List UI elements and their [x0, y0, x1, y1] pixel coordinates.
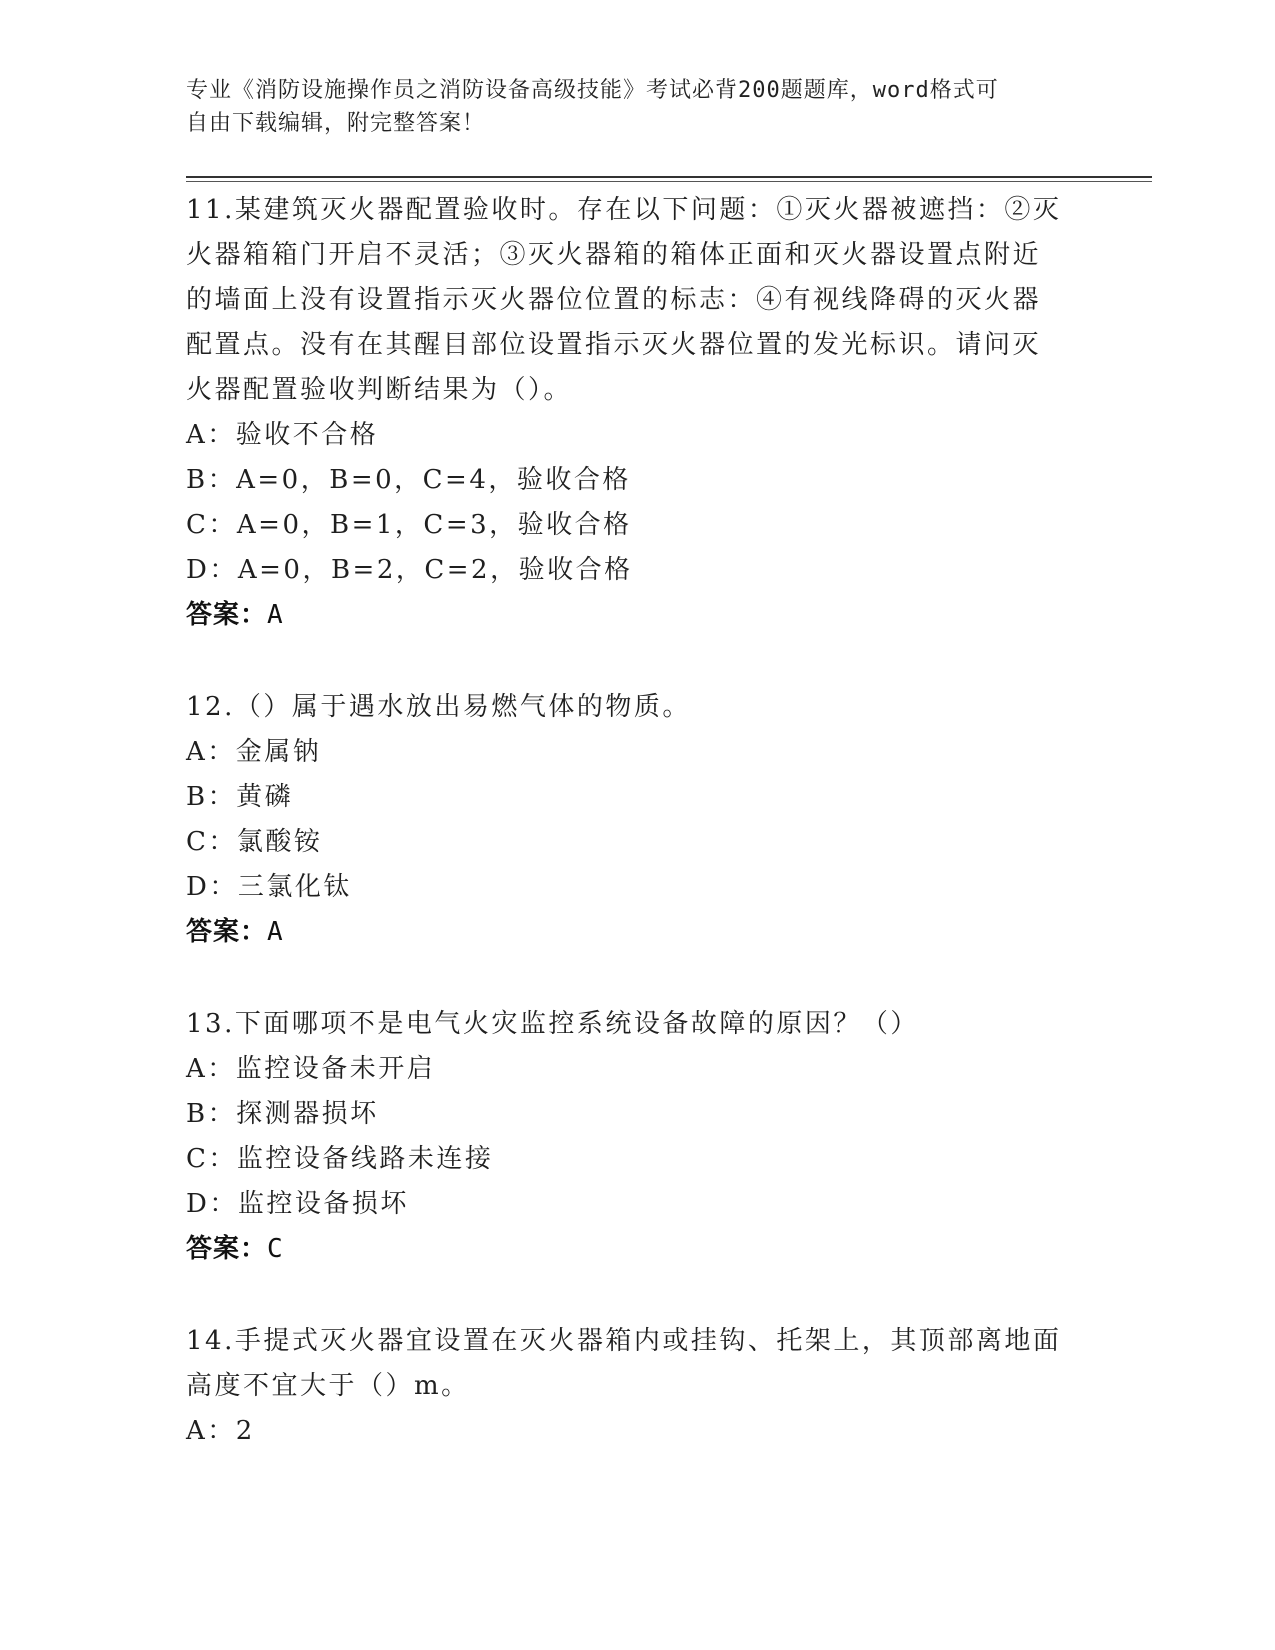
option-c: C：氯酸铵	[186, 827, 323, 857]
question-14	[186, 1319, 1066, 1454]
question-stem-line: 13.下面哪项不是电气火灾监控系统设备故障的原因？（）	[186, 1009, 919, 1039]
option-a: A：2	[186, 1416, 255, 1446]
option-d: D：三氯化钛	[186, 872, 352, 902]
option-d: D：A=0，B=2，C=2，验收合格	[186, 555, 633, 585]
option-c: C：A=0，B=1，C=3，验收合格	[186, 510, 632, 540]
option-b: B：探测器损坏	[186, 1099, 379, 1129]
answer-line	[186, 593, 1066, 638]
document-header	[186, 74, 1066, 140]
option-a: A：金属钠	[186, 737, 322, 767]
option-c: C：监控设备线路未连接	[186, 1144, 494, 1174]
question-11	[186, 188, 1066, 638]
question-stem-line: 高度不宜大于（）m。	[186, 1371, 470, 1401]
question-list	[186, 188, 1066, 1501]
answer-label: 答案：	[186, 917, 268, 947]
question-stem-line: 火器配置验收判断结果为（）。	[186, 375, 573, 405]
header-divider-thin	[186, 181, 1152, 182]
answer-line	[186, 1227, 1066, 1272]
option-d: D：监控设备损坏	[186, 1189, 409, 1219]
answer-value: A	[267, 917, 284, 947]
question-stem-line: 11.某建筑灭火器配置验收时。存在以下问题：①灭火器被遮挡：②灭	[186, 195, 1062, 225]
answer-label: 答案：	[186, 1234, 268, 1264]
header-divider-thick	[186, 176, 1152, 178]
answer-label: 答案：	[186, 600, 268, 630]
answer-value: A	[267, 600, 284, 630]
option-a: A：验收不合格	[186, 420, 379, 450]
option-b: B：A=0，B=0，C=4，验收合格	[186, 465, 631, 495]
question-stem-line: 配置点。没有在其醒目部位设置指示灭火器位置的发光标识。请问灭	[186, 330, 1042, 360]
option-a: A：监控设备未开启	[186, 1054, 436, 1084]
question-stem-line: 的墙面上没有设置指示灭火器位位置的标志：④有视线降碍的灭火器	[186, 285, 1042, 315]
header-line-2: 自由下载编辑，附完整答案！	[186, 111, 486, 136]
header-line-1: 专业《消防设施操作员之消防设备高级技能》考试必背200题题库，word格式可	[186, 78, 999, 103]
question-stem-line: 14.手提式灭火器宜设置在灭火器箱内或挂钩、托架上，其顶部离地面	[186, 1326, 1062, 1356]
question-stem-line: 火器箱箱门开启不灵活；③灭火器箱的箱体正面和灭火器设置点附近	[186, 240, 1042, 270]
option-b: B：黄磷	[186, 782, 294, 812]
answer-value: C	[267, 1234, 284, 1264]
question-12	[186, 685, 1066, 955]
question-13	[186, 1002, 1066, 1272]
answer-line	[186, 910, 1066, 955]
question-stem-line: 12.（）属于遇水放出易燃气体的物质。	[186, 692, 691, 722]
